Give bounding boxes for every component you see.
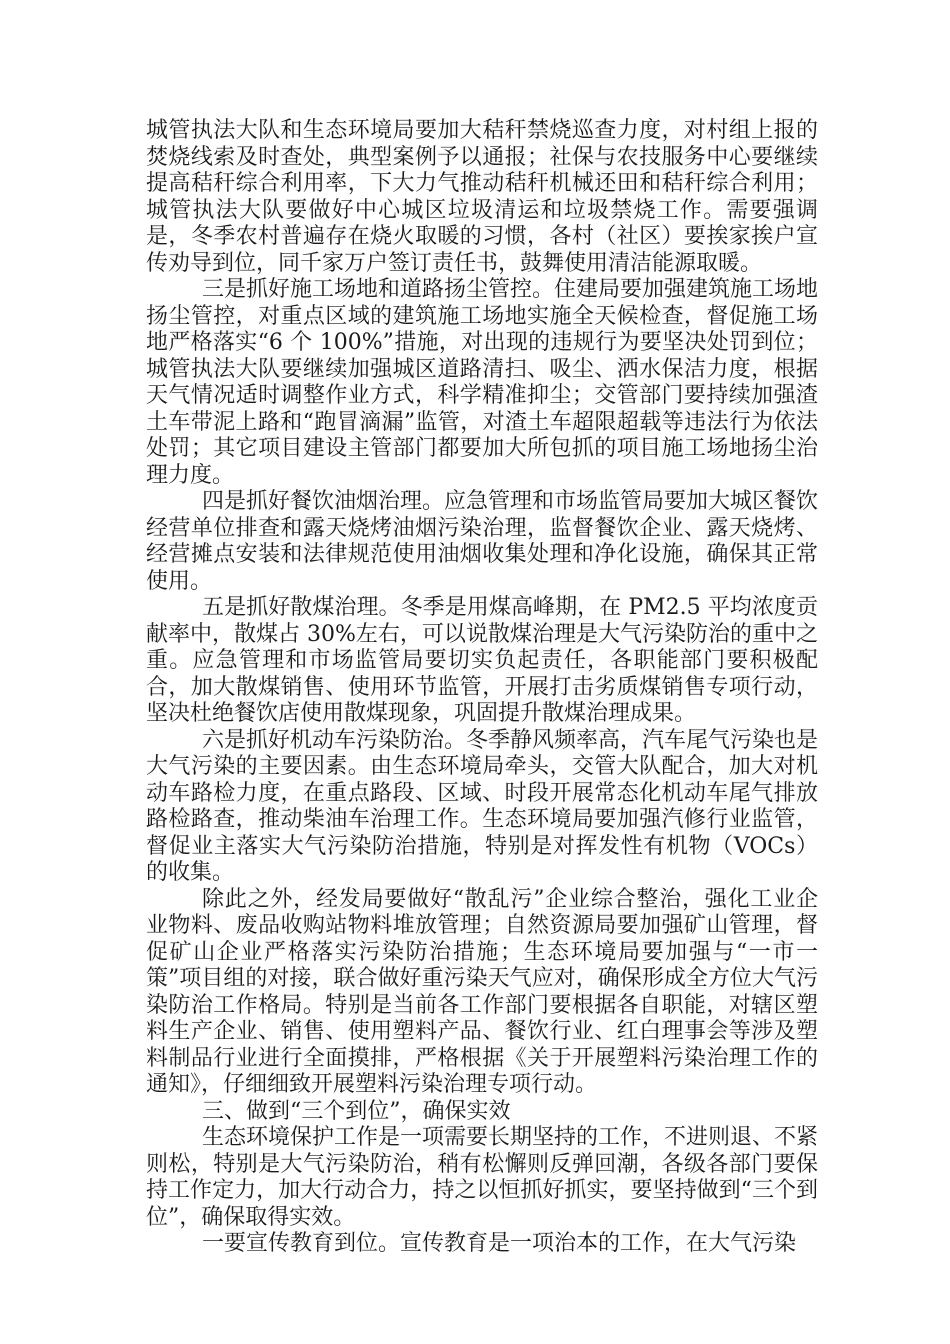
paragraph-1: 城管执法大队和生态环境局要加大秸秆禁烧巡查力度，对村组上报的焚烧线索及时查处，典型案例予以通报；社保与农技服务中心要继续提高秸秆综合利用率，下大力气推动秸秆机械还田和秸秆综合利用；城管执法大队要做好中心城区垃圾清运和垃圾禁烧工作。需要强调是，冬季农村普遍存在烧火取暖的习惯，各村（社区）要挨家挨户宣传劝导到位，同千家万户签订责任书，鼓舞使用清洁能源取暖。 [146,118,818,276]
document-body [146,118,818,1258]
paragraph-5: 六是抓好机动车污染防治。冬季静风频率高，汽车尾气污染也是大气污染的主要因素。由生态环境局牵头，交管大队配合，加大对机动车路检力度，在重点路段、区域、时段开展常态化机动车尾气排放路检路查，推动柴油车治理工作。生态环境局要加强汽修行业监管，督促业主落实大气污染防治措施，特别是对挥发性有机物（VOCs）的收集。 [146,727,819,885]
section-heading: 三、做到“三个到位”，确保实效 [202,1098,511,1124]
paragraph-6: 除此之外，经发局要做好“散乱污”企业综合整治，强化工业企业物料、废品收购站物料堆放管理；自然资源局要加强矿山管理，督促矿山企业严格落实污染防治措施；生态环境局要加强与“一市一策”项目组的对接，联合做好重污染天气应对，确保形成全方位大气污染防治工作格局。特别是当前各工作部门要根据各自职能，对辖区塑料生产企业、销售、使用塑料产品、餐饮行业、红白理事会等涉及塑料制品行业进行全面摸排，严格根据《关于开展塑料污染治理工作的通知》，仔细细致开展塑料污染治理专项行动。 [146,886,818,1097]
paragraph-2: 三是抓好施工场地和道路扬尘管控。住建局要加强建筑施工场地扬尘管控，对重点区域的建筑施工场地实施全天候检查，督促施工场地严格落实“6 个 100%”措施，对出现的违规行为要坚决处罚到位；城管执法大队要继续加强城区道路清扫、吸尘、洒水保洁力度，根据天气情况适时调整作业方式，科学精准抑尘；交管部门要持续加强渣土车带泥上路和“跑冒滴漏”监管，对渣土车超限超载等违法行为依法处罚；其它项目建设主管部门都要加大所包抓的项目施工场地扬尘治理力度。 [146,277,819,488]
paragraph-4: 五是抓好散煤治理。冬季是用煤高峰期，在 PM2.5 平均浓度贡献率中，散煤占 30%左右，可以说散煤治理是大气污染防治的重中之重。应急管理和市场监管局要切实负起责任，各职能部门要积极配合，加大散煤销售、使用环节监管，开展打击劣质煤销售专项行动，坚决杜绝餐饮店使用散煤现象，巩固提升散煤治理成果。 [146,595,818,726]
paragraph-7: 生态环境保护工作是一项需要长期坚持的工作，不进则退、不紧则松，特别是大气污染防治，稍有松懈则反弹回潮，各级各部门要保持工作定力，加大行动合力，持之以恒抓好抓实，要坚持做到“三个到位”，确保取得实效。 [146,1125,819,1230]
paragraph-8: 一要宣传教育到位。宣传教育是一项治本的工作，在大气污染 [202,1231,797,1256]
paragraph-3: 四是抓好餐饮油烟治理。应急管理和市场监管局要加大城区餐饮经营单位排查和露天烧烤油烟污染治理，监督餐饮企业、露天烧烤、经营摊点安装和法律规范使用油烟收集处理和净化设施，确保其正常使用。 [146,489,819,594]
